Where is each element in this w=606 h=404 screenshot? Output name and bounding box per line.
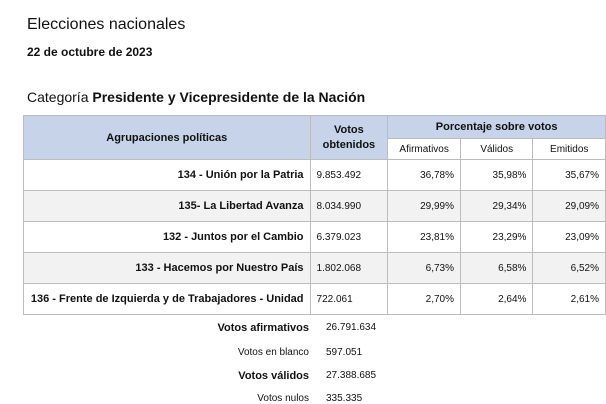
col-header-valid: Válidos [461, 139, 533, 160]
table-row [24, 253, 606, 284]
summary-value: 335.335 [326, 393, 363, 404]
pct-emitted: 6,52% [533, 253, 606, 284]
pct-valid: 23,29% [461, 222, 533, 253]
election-date: 22 de octubre de 2023 [27, 45, 153, 59]
col-header-emitted: Emitidos [533, 139, 606, 160]
party-votes: 9.853.492 [310, 160, 388, 191]
party-name: 136 - Frente de Izquierda y de Trabajadores - Unidad [24, 284, 311, 315]
party-name: 133 - Hacemos por Nuestro País [24, 253, 311, 284]
summary-label: Votos en blanco [237, 347, 309, 358]
pct-emitted: 35,67% [533, 160, 606, 191]
pct-affirmative: 6,73% [388, 253, 461, 284]
pct-emitted: 29,09% [533, 191, 606, 222]
summary-value: 27.388.685 [326, 370, 377, 381]
pct-valid: 35,98% [461, 160, 533, 191]
party-votes: 8.034.990 [310, 191, 388, 222]
summary-value: 597.051 [326, 347, 363, 358]
pct-emitted: 2,61% [533, 284, 606, 315]
pct-affirmative: 2,70% [388, 284, 461, 315]
pct-affirmative: 29,99% [388, 191, 461, 222]
category-name: Presidente y Vicepresidente de la Nación [92, 89, 366, 105]
party-name: 132 - Juntos por el Cambio [24, 222, 311, 253]
pct-affirmative: 36,78% [388, 160, 461, 191]
pct-emitted: 23,09% [533, 222, 606, 253]
category-heading [27, 89, 365, 105]
pct-valid: 2,64% [461, 284, 533, 315]
col-header-votes: Votos obtenidos [310, 116, 388, 160]
pct-valid: 6,58% [461, 253, 533, 284]
results-table [23, 115, 606, 315]
party-votes: 722.061 [310, 284, 388, 315]
summary-value: 26.791.634 [326, 322, 377, 333]
summary-label: Votos afirmativos [217, 322, 309, 334]
party-votes: 1.802.068 [310, 253, 388, 284]
summary-label: Votos válidos [238, 370, 309, 382]
table-row [24, 222, 606, 253]
category-prefix: Categoría [27, 89, 89, 105]
party-votes: 6.379.023 [310, 222, 388, 253]
party-name: 134 - Unión por la Patria [24, 160, 311, 191]
pct-affirmative: 23,81% [388, 222, 461, 253]
table-row [24, 284, 606, 315]
table-row [24, 160, 606, 191]
page-title: Elecciones nacionales [27, 16, 186, 33]
table-row [24, 191, 606, 222]
col-header-party: Agrupaciones políticas [24, 116, 311, 160]
col-header-percentage: Porcentaje sobre votos [388, 116, 606, 139]
summary-label: Votos nulos [257, 393, 309, 404]
pct-valid: 29,34% [461, 191, 533, 222]
col-header-affirmative: Afirmativos [388, 139, 461, 160]
party-name: 135- La Libertad Avanza [24, 191, 311, 222]
